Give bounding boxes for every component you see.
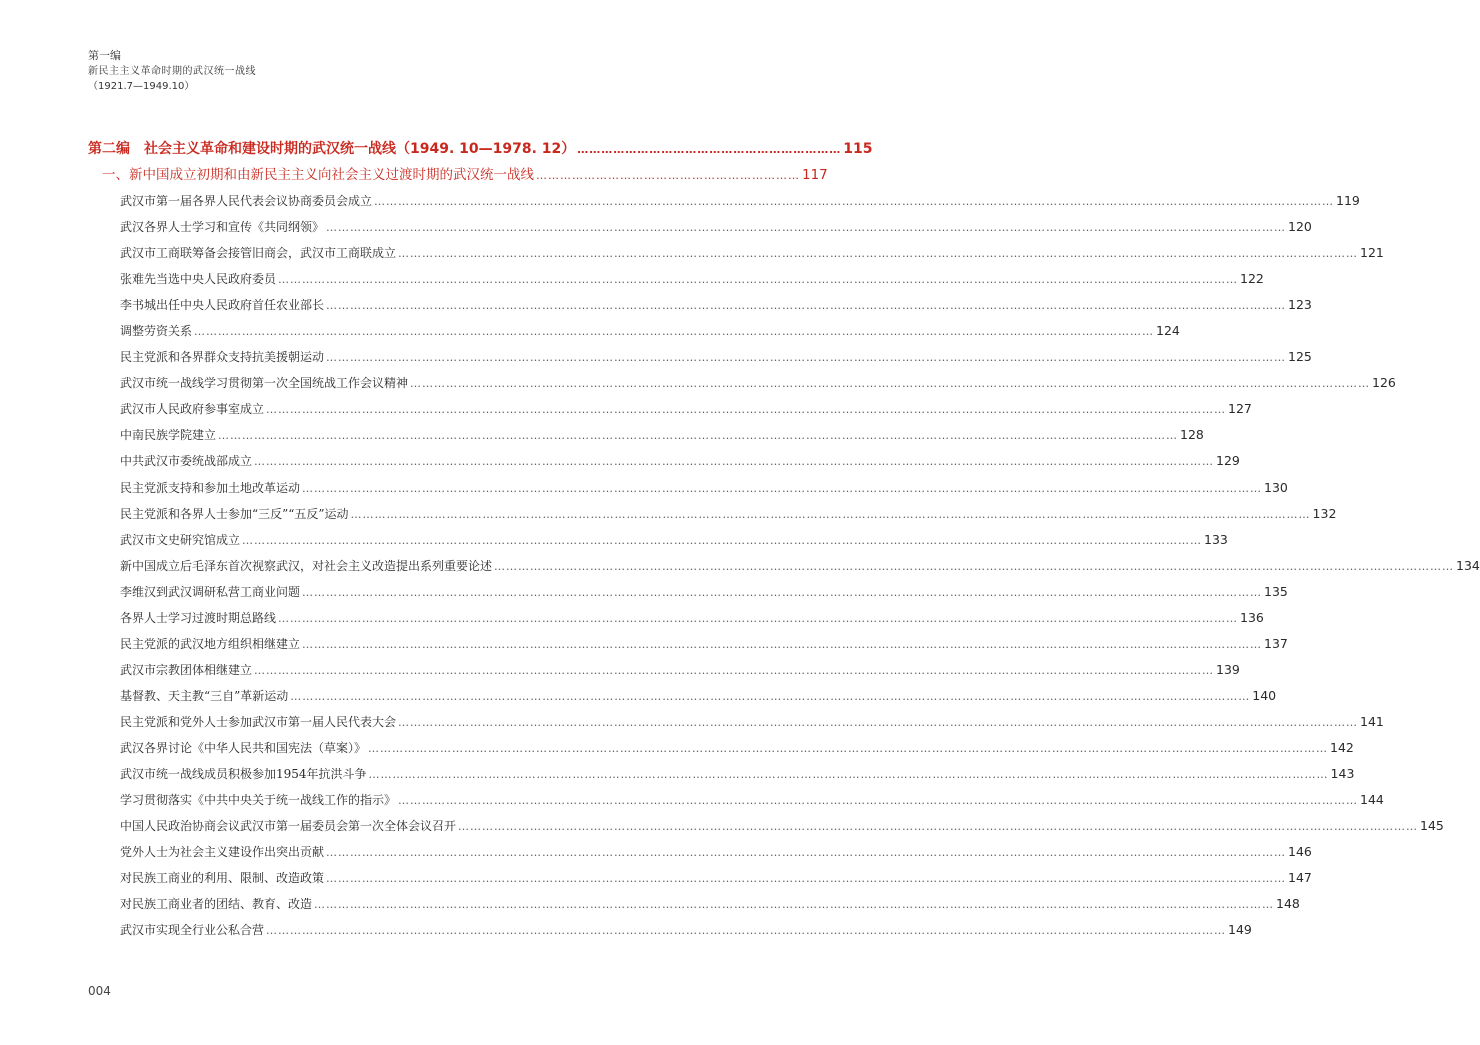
toc-entry-label: 中国人民政治协商会议武汉市第一届委员会第一次全体会议召开: [120, 819, 457, 834]
toc-entry[interactable]: [88, 240, 1384, 266]
toc-entry[interactable]: [88, 448, 1240, 474]
toc-entry[interactable]: [88, 865, 1312, 891]
toc-entry-label: 武汉市宗教团体相继建立: [120, 662, 253, 677]
toc-entry-page: 130: [1264, 479, 1288, 495]
leader-dots: ……………………………………………………………………………………………………………………………………………………………………………………………………………………: [218, 429, 1179, 443]
toc-entry-label: 武汉市实现全行业公私合营: [120, 923, 265, 938]
leader-dots: …………………………………………………………: [536, 169, 800, 182]
toc-entry-label: 新中国成立后毛泽东首次视察武汉，对社会主义改造提出系列重要论述: [120, 558, 493, 573]
toc-entry[interactable]: [88, 501, 1337, 527]
toc-entry-page: 128: [1180, 427, 1204, 443]
toc-entry[interactable]: [88, 318, 1180, 344]
leader-dots: ……………………………………………………………………………………………………………………………………………………………………………………………………………………: [398, 794, 1359, 808]
toc-entry[interactable]: [88, 761, 1355, 787]
leader-dots: ……………………………………………………………………………………………………………………………………………………………………………………………………………………: [278, 611, 1239, 625]
leader-dots: ……………………………………………………………………………………………………………………………………………………………………………………………………………………: [368, 741, 1329, 755]
toc-entry-page: 143: [1330, 766, 1355, 782]
toc-entry[interactable]: [88, 292, 1312, 318]
toc-entry-page: 137: [1264, 635, 1288, 651]
toc-section-row[interactable]: [88, 162, 828, 188]
toc-entry-page: 142: [1330, 739, 1354, 755]
toc-entry[interactable]: [88, 396, 1252, 422]
toc-entry-label: 民主党派支持和参加土地改革运动: [120, 480, 301, 495]
toc-entry[interactable]: [88, 839, 1312, 865]
leader-dots: ……………………………………………………………………………………………………………………………………………………………………………………………………………………: [458, 820, 1419, 834]
running-head-dates: （1921.7—1949.10）: [88, 81, 195, 92]
toc-entry[interactable]: [88, 266, 1264, 292]
toc-entry[interactable]: [88, 579, 1288, 605]
toc-entry[interactable]: [88, 683, 1277, 709]
leader-dots: ……………………………………………………………………………………………………………………………………………………………………………………………………………………: [242, 533, 1203, 547]
toc-entry-page: 147: [1288, 870, 1312, 886]
toc-entry-page: 119: [1336, 193, 1360, 208]
toc-entry[interactable]: [88, 657, 1240, 683]
leader-dots: ……………………………………………………………………………………………………………………………………………………………………………………………………………………: [314, 898, 1275, 912]
toc-entry-label: 民主党派和各界人士参加“三反”“五反”运动: [120, 506, 349, 521]
toc-entry-label: 武汉市统一战线学习贯彻第一次全国统战工作会议精神: [120, 376, 409, 391]
toc-entry-page: 127: [1228, 401, 1252, 417]
toc-entry[interactable]: [88, 553, 1480, 579]
leader-dots: ……………………………………………………………………………………………………………………………………………………………………………………………………………………: [398, 247, 1359, 261]
toc-entry-page: 149: [1228, 922, 1252, 938]
page-number: 004: [88, 984, 111, 998]
leader-dots: ……………………………………………………………………………………………………………………………………………………………………………………………………………………: [254, 663, 1215, 677]
toc-entry-page: 141: [1360, 713, 1384, 729]
running-head: [88, 48, 256, 94]
toc-entry-label: 武汉市工商联筹备会接管旧商会，武汉市工商联成立: [120, 246, 397, 261]
leader-dots: ……………………………………………………………………………………………………………………………………………………………………………………………………………………: [266, 403, 1227, 417]
leader-dots: ……………………………………………………………………………………………………………………………………………………………………………………………………………………: [254, 455, 1215, 469]
leader-dots: ……………………………………………………………………………………………………………………………………………………………………………………………………………………: [302, 637, 1263, 651]
toc-entry-page: 135: [1264, 583, 1288, 599]
toc-entry-label: 各界人士学习过渡时期总路线: [120, 610, 277, 625]
running-head-part: 第一编: [88, 49, 121, 62]
toc-entry[interactable]: [88, 527, 1228, 553]
toc-entry-page: 133: [1204, 531, 1228, 547]
toc-entry-page: 125: [1288, 349, 1312, 365]
toc-entry-label: 学习贯彻落实《中共中央关于统一战线工作的指示》: [120, 793, 397, 808]
leader-dots: ……………………………………………………………………………………………………………………………………………………………………………………………………………………: [194, 325, 1155, 339]
leader-dots: ……………………………………………………………………………………………………………………………………………………………………………………………………………………: [302, 585, 1263, 599]
leader-dots: ……………………………………………………………………………………………………………………………………………………………………………………………………………………: [398, 715, 1359, 729]
toc-entry[interactable]: [88, 422, 1204, 448]
toc-entry-label: 武汉各界讨论《中华人民共和国宪法（草案）》: [120, 740, 367, 755]
leader-dots: ……………………………………………………………………………………………………………………………………………………………………………………………………………………: [410, 377, 1371, 391]
toc-section-page: 117: [802, 167, 828, 183]
leader-dots: ……………………………………………………………………………………………………………………………………………………………………………………………………………………: [266, 924, 1227, 938]
leader-dots: …………………………………………………………: [577, 143, 842, 156]
toc-entry-label: 武汉市统一战线成员积极参加1954年抗洪斗争: [120, 767, 367, 782]
toc-entry-page: 129: [1216, 453, 1240, 469]
leader-dots: ……………………………………………………………………………………………………………………………………………………………………………………………………………………: [350, 507, 1311, 521]
toc-entry-label: 民主党派和各界群众支持抗美援朝运动: [120, 350, 325, 365]
toc-entry-page: 124: [1156, 323, 1180, 339]
toc-entry-label: 中共武汉市委统战部成立: [120, 454, 253, 469]
toc-entry-label: 武汉市人民政府参事室成立: [120, 402, 265, 417]
toc-entry-page: 136: [1240, 609, 1264, 625]
toc-entry-page: 140: [1252, 687, 1277, 703]
toc-entry-label: 武汉市第一届各界人民代表会议协商委员会成立: [120, 194, 373, 208]
toc-entry[interactable]: [88, 917, 1252, 943]
toc-entry[interactable]: [88, 735, 1354, 761]
toc-entry[interactable]: [88, 631, 1288, 657]
toc-entry-label: 张难先当选中央人民政府委员: [120, 272, 277, 287]
toc-entry[interactable]: [88, 188, 1360, 214]
toc-entry-label: 李维汉到武汉调研私营工商业问题: [120, 584, 301, 599]
leader-dots: ……………………………………………………………………………………………………………………………………………………………………………………………………………………: [374, 195, 1335, 208]
toc-entry-label: 调整劳资关系: [120, 324, 193, 339]
leader-dots: ……………………………………………………………………………………………………………………………………………………………………………………………………………………: [278, 273, 1239, 287]
toc-entry-label: 对民族工商业的利用、限制、改造政策: [120, 871, 325, 886]
leader-dots: ……………………………………………………………………………………………………………………………………………………………………………………………………………………: [494, 559, 1455, 573]
toc-entry-page: 123: [1288, 297, 1312, 313]
toc-entry[interactable]: [88, 709, 1384, 735]
toc-entry-label: 武汉各界人士学习和宣传《共同纲领》: [120, 220, 325, 235]
toc-section-label: 一、新中国成立初期和由新民主主义向社会主义过渡时期的武汉统一战线: [102, 167, 534, 183]
toc-entry-page: 146: [1288, 844, 1312, 860]
toc-entry-label: 对民族工商业者的团结、教育、改造: [120, 897, 313, 912]
toc-part-page: 115: [843, 141, 873, 157]
toc-entry[interactable]: [88, 344, 1312, 370]
running-head-title: 新民主主义革命时期的武汉统一战线: [88, 66, 256, 77]
toc-entry-page: 145: [1420, 818, 1444, 834]
toc-entry-label: 李书城出任中央人民政府首任农业部长: [120, 298, 325, 313]
toc-entry[interactable]: [88, 475, 1288, 501]
toc-part-label: 第二编 社会主义革命和建设时期的武汉统一战线（1949. 10—1978. 12）: [88, 141, 576, 157]
leader-dots: ……………………………………………………………………………………………………………………………………………………………………………………………………………………: [326, 221, 1287, 235]
toc-entry[interactable]: [88, 813, 1444, 839]
toc-entry-label: 党外人士为社会主义建设作出突出贡献: [120, 845, 325, 860]
toc-entry-page: 120: [1288, 219, 1312, 235]
toc-entry-page: 134: [1456, 557, 1480, 573]
leader-dots: ……………………………………………………………………………………………………………………………………………………………………………………………………………………: [302, 481, 1263, 495]
toc-entry-page: 148: [1276, 896, 1300, 912]
toc-entry-label: 中南民族学院建立: [120, 428, 217, 443]
toc-entry-page: 144: [1360, 792, 1384, 808]
table-of-contents: [88, 136, 1480, 943]
leader-dots: ……………………………………………………………………………………………………………………………………………………………………………………………………………………: [326, 872, 1287, 886]
toc-entry-page: 121: [1360, 245, 1384, 261]
toc-entry-list: [88, 188, 1480, 943]
toc-part-row[interactable]: [88, 136, 873, 162]
toc-entry[interactable]: [88, 605, 1264, 631]
toc-entry[interactable]: [88, 891, 1300, 917]
toc-entry[interactable]: [88, 370, 1396, 396]
toc-entry[interactable]: [88, 214, 1312, 240]
toc-entry-label: 民主党派和党外人士参加武汉市第一届人民代表大会: [120, 714, 397, 729]
toc-entry-label: 民主党派的武汉地方组织相继建立: [120, 636, 301, 651]
toc-entry-label: 基督教、天主教“三自”革新运动: [120, 688, 289, 703]
toc-entry-page: 122: [1240, 271, 1264, 287]
toc-entry-page: 126: [1372, 375, 1396, 391]
toc-entry[interactable]: [88, 787, 1384, 813]
leader-dots: ……………………………………………………………………………………………………………………………………………………………………………………………………………………: [368, 768, 1329, 782]
leader-dots: ……………………………………………………………………………………………………………………………………………………………………………………………………………………: [326, 846, 1287, 860]
toc-entry-label: 武汉市文史研究馆成立: [120, 532, 241, 547]
toc-entry-page: 132: [1312, 505, 1337, 521]
leader-dots: ……………………………………………………………………………………………………………………………………………………………………………………………………………………: [326, 299, 1287, 313]
toc-entry-page: 139: [1216, 661, 1240, 677]
leader-dots: ……………………………………………………………………………………………………………………………………………………………………………………………………………………: [326, 351, 1287, 365]
leader-dots: ……………………………………………………………………………………………………………………………………………………………………………………………………………………: [290, 689, 1251, 703]
